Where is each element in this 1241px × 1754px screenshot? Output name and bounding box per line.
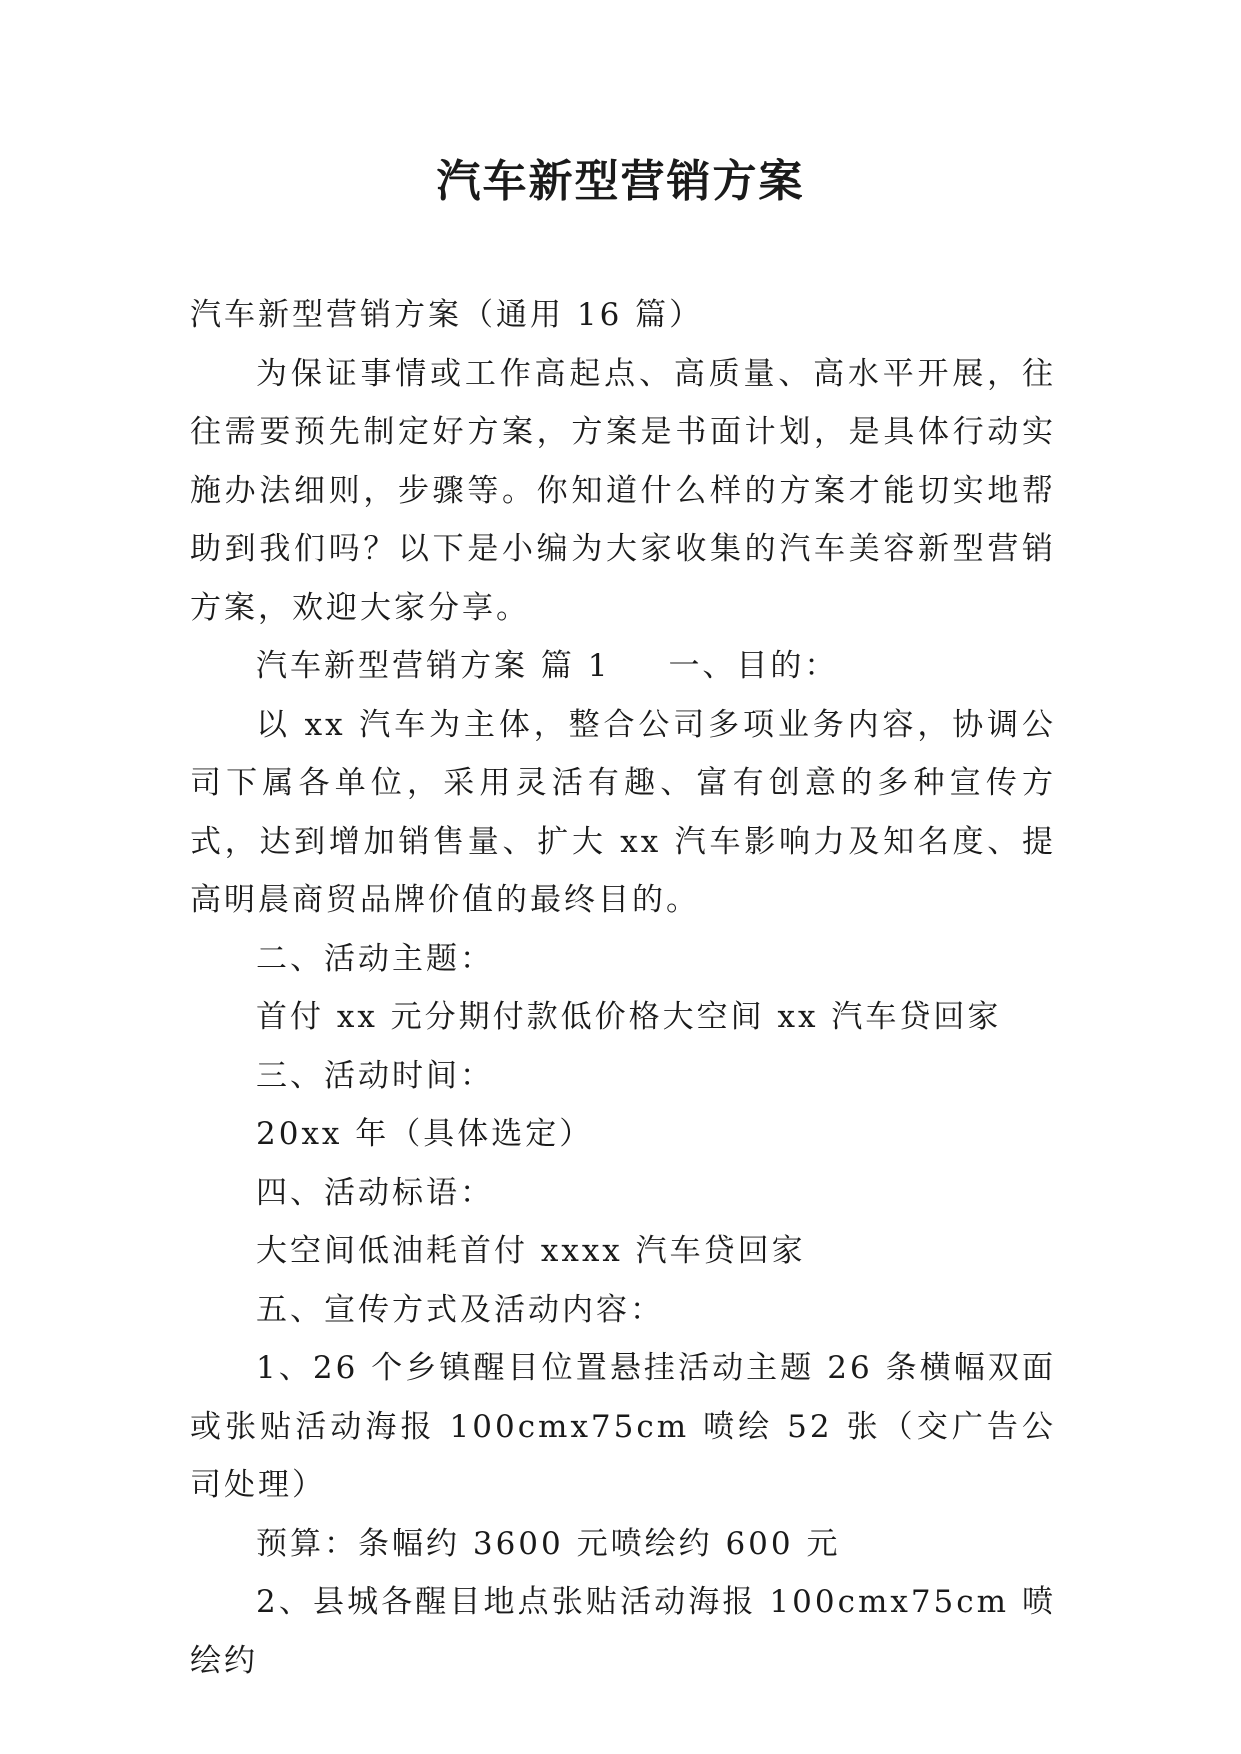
heading-time: 三、活动时间：: [256, 1057, 494, 1094]
heading-promotion: 五、宣传方式及活动内容：: [256, 1291, 664, 1328]
time-text: 20xx 年（具体选定）: [256, 1116, 594, 1152]
slogan-text: 大空间低油耗首付 xxxx 汽车贷回家: [256, 1233, 806, 1269]
budget-item-1: 预算：条幅约 3600 元喷绘约 600 元: [256, 1525, 841, 1562]
intro-paragraph: 为保证事情或工作高起点、高质量、高水平开展，往往需要预先制定好方案，方案是书面计划，是具体行动实施办法细则，步骤等。你知道什么样的方案才能切实地帮助到我们吗？以下是小编为大家收集的汽车美容新型营销方案，欢迎大家分享。: [190, 355, 1056, 626]
heading-slogan: 四、活动标语：: [256, 1174, 494, 1211]
purpose-paragraph: 以 xx 汽车为主体，整合公司多项业务内容，协调公司下属各单位，采用灵活有趣、富有创意的多种宣传方式，达到增加销售量、扩大 xx 汽车影响力及知名度、提高明晨商贸品牌价值的最终目的。: [190, 706, 1056, 918]
document-subtitle: 汽车新型营销方案（通用 16 篇）: [190, 297, 704, 333]
section-label: 汽车新型营销方案 篇 1: [256, 648, 611, 684]
heading-theme: 二、活动主题：: [256, 940, 494, 977]
promotion-item-1: 1、26 个乡镇醒目位置悬挂活动主题 26 条横幅双面或张贴活动海报 100cmx75cm 喷绘 52 张（交广告公司处理）: [190, 1350, 1056, 1503]
section-first-heading: 一、目的：: [668, 648, 839, 684]
document-body: [190, 286, 1056, 1690]
document-title: 汽车新型营销方案: [436, 156, 805, 207]
section-header-line: [190, 637, 1056, 696]
theme-text: 首付 xx 元分期付款低价格大空间 xx 汽车贷回家: [256, 999, 1002, 1035]
promotion-item-2: 2、县城各醒目地点张贴活动海报 100cmx75cm 喷绘约: [190, 1584, 1056, 1679]
